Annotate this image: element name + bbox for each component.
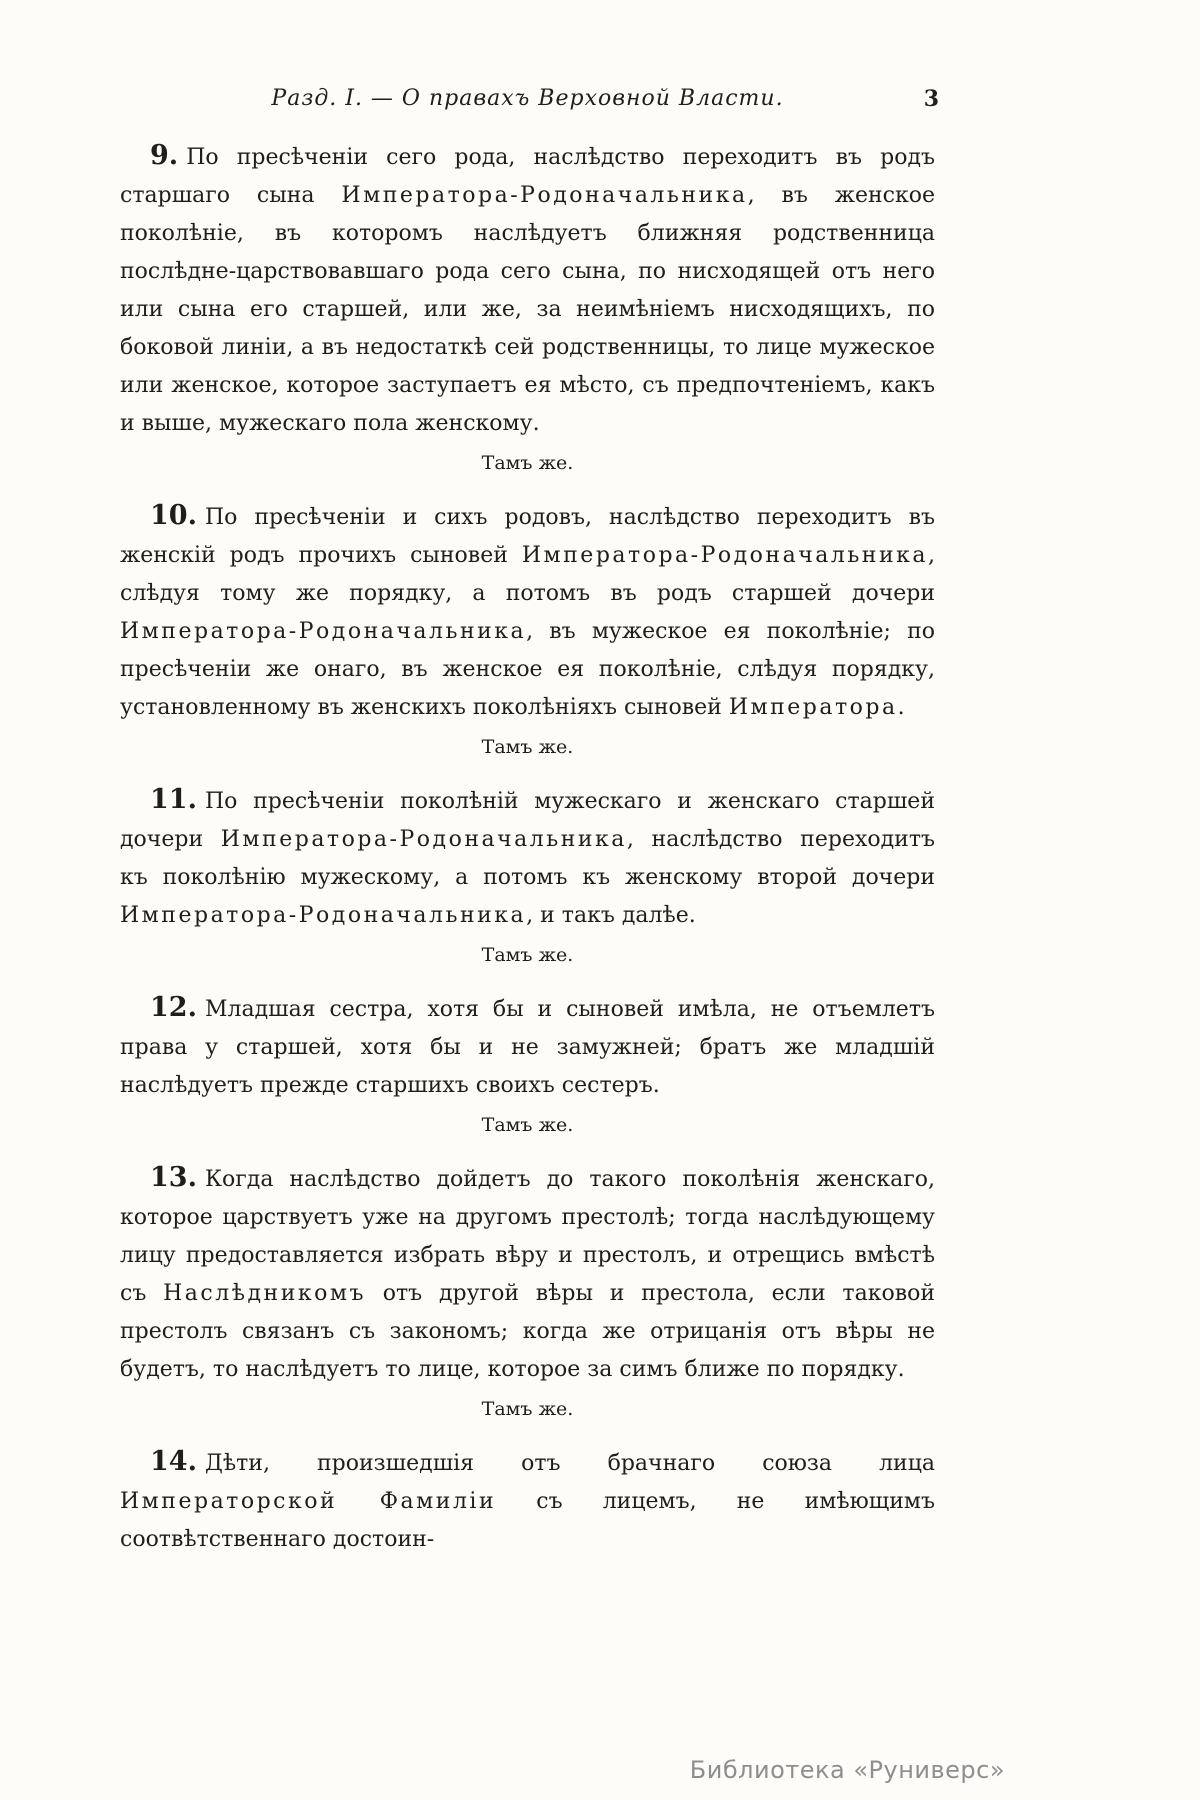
emphasized-term: Императора-Родоначальника — [220, 827, 627, 852]
text-segment: , въ мужеское ея поколѣніе; по пресѣченіи же онаго, въ женское ея поколѣніе, слѣдуя порядку, установленному въ женскихъ поколѣніяхъ сыновей — [120, 619, 935, 720]
text-segment: Младшая сестра, хотя бы и сыновей имѣла, не отъемлетъ права у старшей, хотя бы и не замужней; братъ же младшій наслѣдуетъ прежде старшихъ своихъ сестеръ. — [120, 997, 935, 1098]
source-note: Тамъ же. — [481, 944, 574, 966]
text-segment: По пресѣченіи и сихъ родовъ, наслѣдство переходитъ въ женскій родъ прочихъ сыновей — [120, 505, 935, 568]
text-segment: отъ другой вѣры и престола, если таковой престолъ связанъ съ закономъ; когда же отрицанія отъ вѣры не будетъ, то наслѣдуетъ то лице, которое за симъ ближе по порядку. — [120, 1281, 935, 1382]
text-segment: , наслѣдство переходитъ къ поколѣнію мужескому, а потомъ къ женскому второй дочери — [120, 827, 935, 890]
article-paragraph — [120, 1159, 935, 1389]
article-number: 13. — [150, 1162, 197, 1193]
emphasized-term: Императорской Фамиліи — [120, 1489, 497, 1514]
articles — [120, 137, 935, 1559]
emphasized-term: Наслѣдникомъ — [163, 1281, 366, 1306]
library-watermark: Библиотека «Руниверс» — [689, 1756, 1005, 1784]
article-number: 11. — [150, 784, 197, 815]
section-title: Разд. I. — О правахъ Верховной Власти. — [271, 86, 784, 111]
source-note: Тамъ же. — [481, 452, 574, 474]
text-segment: съ лицемъ, не имѣющимъ соотвѣтственнаго достоин- — [120, 1489, 935, 1552]
text-segment: По пресѣченіи поколѣній мужескаго и женскаго старшей дочери — [120, 789, 935, 852]
source-note: Тамъ же. — [481, 1398, 574, 1420]
source-note: Тамъ же. — [481, 736, 574, 758]
text-segment: Дѣти, произшедшія отъ брачнаго союза лица — [204, 1451, 935, 1476]
emphasized-term: Императора-Родоначальника — [521, 543, 928, 568]
article-paragraph — [120, 1443, 935, 1559]
text-segment: . — [897, 695, 905, 720]
source-note: Тамъ же. — [481, 1114, 574, 1136]
emphasized-term: Императора-Родоначальника — [120, 903, 527, 928]
article-number: 10. — [150, 500, 197, 531]
article-number: 9. — [150, 140, 179, 171]
emphasized-term: Императора-Родоначальника — [341, 183, 748, 208]
emphasized-term: Императора-Родоначальника — [120, 619, 527, 644]
text-segment: По пресѣченіи сего рода, наслѣдство переходитъ въ родъ старшаго сына — [120, 145, 935, 208]
article-paragraph — [120, 989, 935, 1105]
emphasized-term: Императора — [728, 695, 898, 720]
text-segment: , слѣдуя тому же порядку, а потомъ въ родъ старшей дочери — [120, 543, 935, 606]
running-head — [120, 86, 939, 112]
text-segment: Когда наслѣдство дойдетъ до такого поколѣнія женскаго, которое царствуетъ уже на другомъ престолѣ; тогда наслѣдующему лицу предоставляется избрать вѣру и престолъ, и отрещись вмѣстѣ съ — [120, 1167, 935, 1306]
text-segment: , въ женское поколѣніе, въ которомъ наслѣдуетъ ближняя родственница послѣдне-царствовавшаго рода сего сына, по нисходящей отъ него или сына его старшей, или же, за неимѣніемъ нисходящихъ, по боковой линіи, а въ недостаткѣ сей родственницы, то лице мужеское или женское, которое заступаетъ ея мѣсто, съ предпочтеніемъ, какъ и выше, мужескаго пола женскому. — [120, 183, 935, 436]
page-number: 3 — [923, 86, 939, 112]
article-paragraph — [120, 497, 935, 727]
article-paragraph — [120, 781, 935, 935]
text-segment: , и такъ далѣе. — [526, 903, 696, 928]
article-paragraph — [120, 137, 935, 443]
article-number: 12. — [150, 992, 197, 1023]
article-number: 14. — [150, 1446, 197, 1477]
